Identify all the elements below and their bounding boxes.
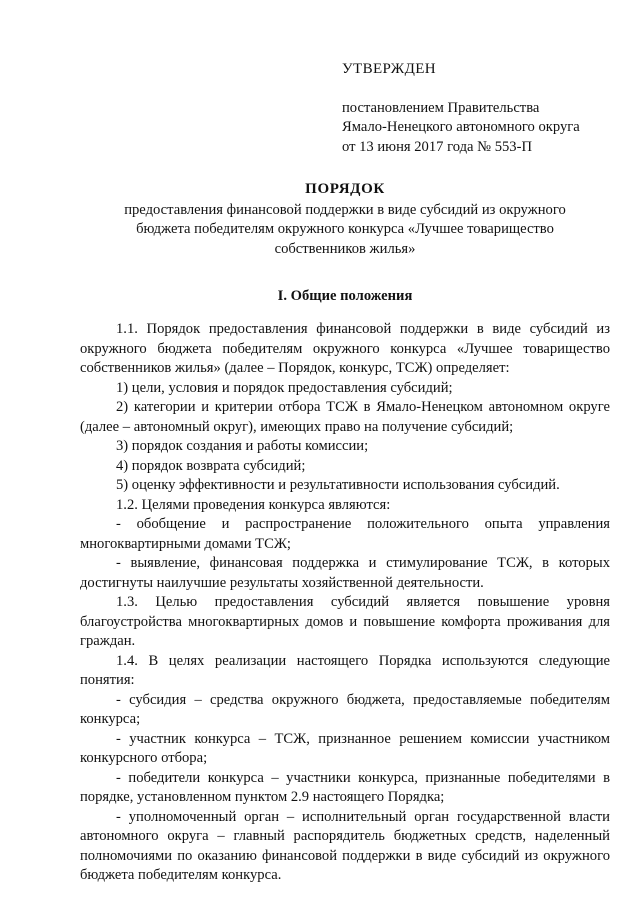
paragraph: 1.2. Целями проведения конкурса являются: (116, 496, 391, 513)
paragraph: 1.1. Порядок предоставления финансовой поддержки в виде субсидий из окружного бюджета победителям окружного конкурса «Лучшее товарищество собственников жилья» (далее – Порядок, конкурс, ТСЖ) определяет: (80, 321, 610, 376)
approval-line: постановлением Правительства (342, 99, 540, 116)
paragraph: - выявление, финансовая поддержка и стимулирование ТСЖ, в которых достигнуты наилучшие результаты хозяйственной деятельности. (80, 555, 610, 591)
approval-title: УТВЕРЖДЕН (342, 61, 437, 77)
paragraph: 2) категории и критерии отбора ТСЖ в Ямало-Ненецком автономном округе (далее – автономный округ), имеющих право на получение субсидий; (80, 399, 610, 435)
section-title: I. Общие положения (277, 288, 413, 304)
paragraph: - обобщение и распространение положительного опыта управления многоквартирными домами ТСЖ; (80, 516, 610, 552)
document-subtitle-line: предоставления финансовой поддержки в виде субсидий из окружного (124, 201, 566, 218)
document-body (80, 320, 610, 886)
document-subtitle-line: собственников жилья» (274, 240, 416, 257)
paragraph: 4) порядок возврата субсидий; (116, 457, 306, 474)
document-title: ПОРЯДОК (305, 181, 385, 197)
paragraph: 1.4. В целях реализации настоящего Порядка используются следующие понятия: (80, 652, 610, 688)
paragraph: - участник конкурса – ТСЖ, признанное решением комиссии участником конкурсного отбора; (80, 730, 610, 766)
paragraph: - уполномоченный орган – исполнительный орган государственной власти автономного округа – главный распорядитель бюджетных средств, наделенный полномочиями по оказанию финансовой поддержки в виде субсидий из окружного бюджета победителям конкурса. (80, 808, 610, 883)
paragraph: - субсидия – средства окружного бюджета, предоставляемые победителям конкурса; (80, 691, 610, 727)
document-heading (80, 180, 610, 259)
paragraph: 1) цели, условия и порядок предоставления субсидий; (116, 379, 453, 396)
approval-line: Ямало-Ненецкого автономного округа (342, 119, 580, 135)
approval-line: от 13 июня 2017 года № 553-П (342, 138, 533, 155)
paragraph: 1.3. Целью предоставления субсидий является повышение уровня благоустройства многоквартирных домов и повышение комфорта проживания для граждан. (80, 594, 610, 649)
paragraph: - победители конкурса – участники конкурса, признанные победителями в порядке, установленном пунктом 2.9 настоящего Порядка; (80, 769, 610, 805)
approval-stamp (342, 60, 612, 157)
paragraph: 3) порядок создания и работы комиссии; (116, 438, 369, 454)
document-subtitle-line: бюджета победителям окружного конкурса «Лучшее товарищество (136, 221, 554, 237)
paragraph: 5) оценку эффективности и результативности использования субсидий. (116, 477, 560, 493)
